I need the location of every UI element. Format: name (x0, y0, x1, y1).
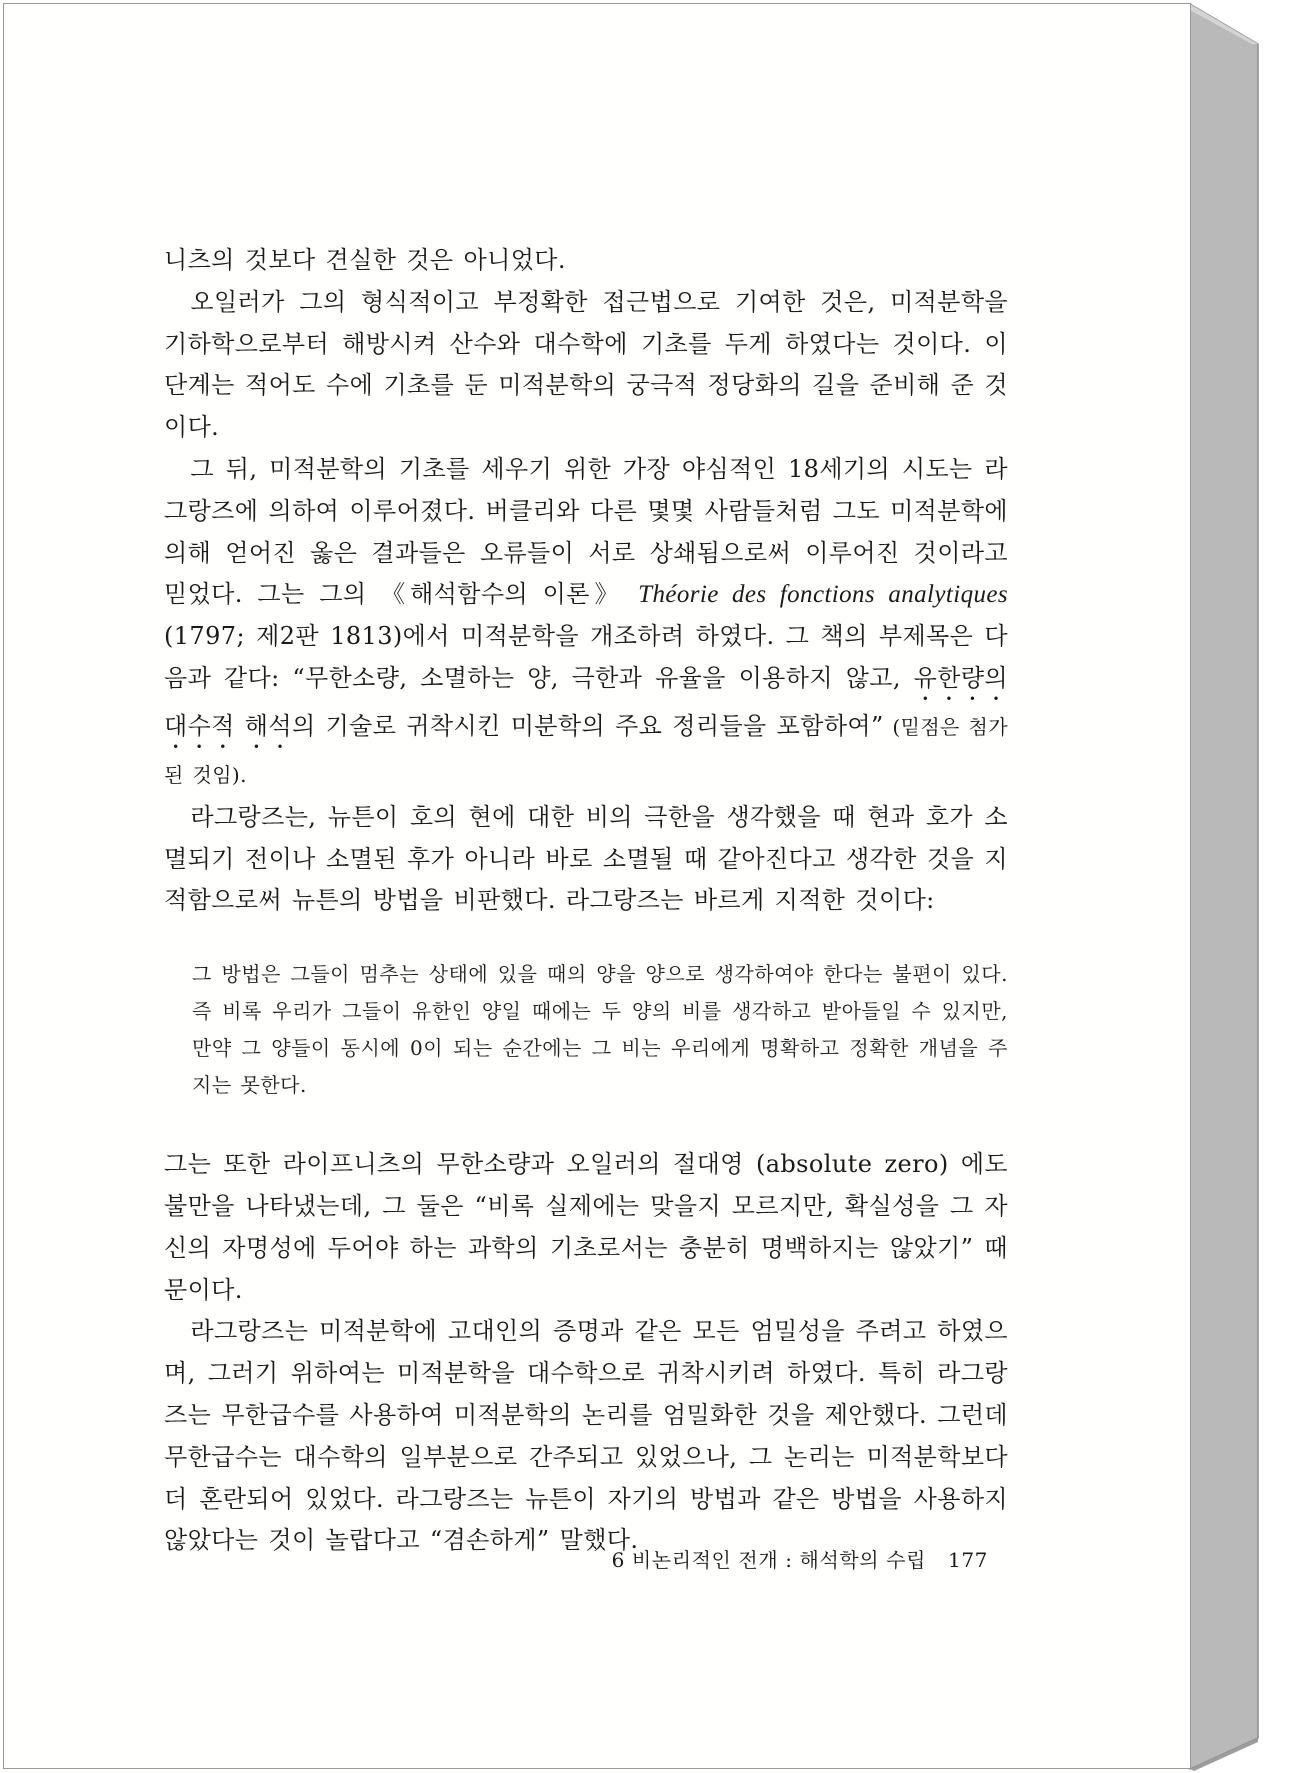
paragraph-3 (164, 449, 1008, 797)
emphasis-note: (밑점은 첨가된 것임). (164, 714, 1008, 787)
page-number: 177 (948, 1548, 988, 1572)
book-side-face (1190, 4, 1258, 1769)
paragraph-5: 그는 또한 라이프니츠의 무한소량과 오일러의 절대영 (absolute zero) 에도 불만을 나타냈는데, 그 둘은 “비록 실제에는 맞을지 모르지만, 확실성을 그 자신의 자명성에 두어야 하는 과학의 기초로서는 충분히 명백하지는 않았기” 때문이다. (164, 1150, 1008, 1304)
paragraph-3-text-a: 그 뒤, 미적분학의 기초를 세우기 위한 가장 야심적인 18세기의 시도는 라그랑즈에 의하여 이루어졌다. 버클리와 다른 몇몇 사람들처럼 그도 미적분학에 의해 얻어진 옳은 결과들은 오류들이 서로 상쇄됨으로써 이루어진 것이라고 믿었다. 그는 그의 《해석함수의 이론》 (164, 454, 1008, 609)
block-quote: 그 방법은 그들이 멈추는 상태에 있을 때의 양을 양으로 생각하여야 한다는 불편이 있다. 즉 비록 우리가 그들이 유한인 양일 때에는 두 양의 비를 생각하고 받아들일 수 있지만, 만약 그 양들이 동시에 0이 되는 순간에는 그 비는 우리에게 명확하고 정확한 개념을 주지는 못한다. (192, 962, 1008, 1098)
paragraph-1: 니츠의 것보다 견실한 것은 아니었다. (164, 246, 566, 274)
book-title-italic: Théorie des fonctions analytiques (638, 581, 1008, 609)
book-page (3, 3, 1191, 1769)
page-body (164, 240, 1008, 1562)
paragraph-4: 라그랑즈는, 뉴튼이 호의 현에 대한 비의 극한을 생각했을 때 현과 호가 소멸되기 전이나 소멸된 후가 아니라 바로 소멸될 때 같아진다고 생각한 것을 지적함으로써 뉴튼의 방법을 비판했다. 라그랑즈는 바르게 지적한 것이다: (164, 802, 1008, 915)
paragraph-3-text-b: (1797; 제2판 1813)에서 미적분학을 개조하려 하였다. 그 책의 부제목은 다음과 같다: “무한소량, 소멸하는 양, 극한과 유율을 이용하지 않고, (164, 622, 1008, 692)
running-head: 6 비논리적인 전개 : 해석학의 수립 (611, 1548, 927, 1572)
paragraph-2: 오일러가 그의 형식적이고 부정확한 접근법으로 기여한 것은, 미적분학을 기하학으로부터 해방시켜 산수와 대수학에 기초를 두게 하였다는 것이다. 이 단계는 적어도 수에 기초를 둔 미적분학의 궁극적 정당화의 길을 준비해 준 것이다. (164, 287, 1008, 442)
paragraph-6: 라그랑즈는 미적분학에 고대인의 증명과 같은 모든 엄밀성을 주려고 하였으며, 그러기 위하여는 미적분학을 대수학으로 귀착시키려 하였다. 특히 라그랑즈는 무한급수를 사용하여 미적분학의 논리를 엄밀화한 것을 제안했다. 그런데 무한급수는 대수학의 일부분으로 간주되고 있었으나, 그 논리는 미적분학보다 더 혼란되어 있었다. 라그랑즈는 뉴튼이 자기의 방법과 같은 방법을 사용하지 않았다는 것이 놀랍다고 “겸손하게” 말했다. (164, 1317, 1008, 1555)
emphasis-dotted-text: 유한량의 대수적 해석 (164, 663, 1008, 740)
paragraph-3-text-c: 의 기술로 귀착시킨 미분학의 주요 정리들을 포함하여” (291, 711, 884, 740)
page-footer (612, 1544, 988, 1573)
